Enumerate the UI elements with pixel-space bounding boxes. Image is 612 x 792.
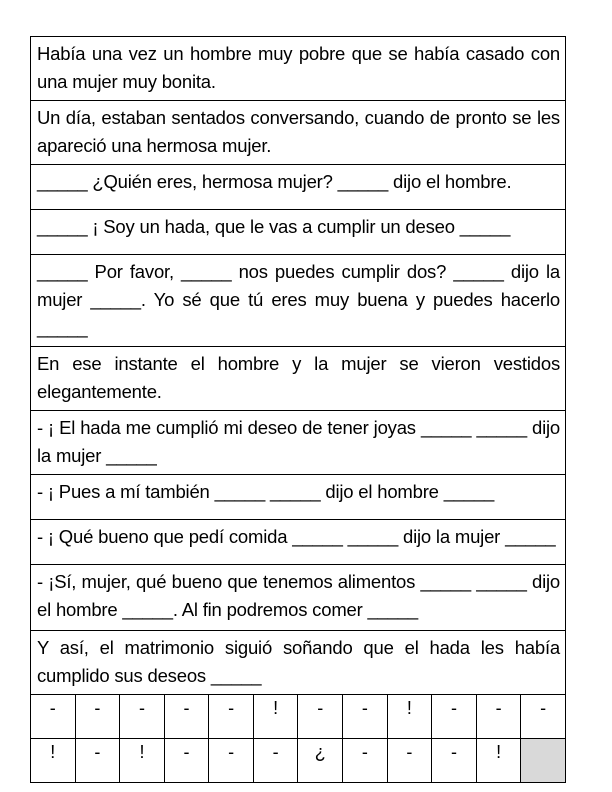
symbol-cell: - [209,695,254,739]
symbol-cell: - [31,695,76,739]
symbol-cell: - [120,695,165,739]
symbol-cell: ! [387,695,432,739]
story-row [31,631,566,695]
symbol-cell: - [476,695,521,739]
symbol-cell: - [343,695,388,739]
story-row [31,347,566,411]
symbol-cell: ¿ [298,739,343,783]
story-cell: Un día, estaban sentados conversando, cuando de pronto se les apareció una hermosa mujer. [31,101,566,165]
story-row [31,520,566,565]
story-row [31,475,566,520]
story-row [31,101,566,165]
story-cell: - ¡ Qué bueno que pedí comida _____ _____ dijo la mujer _____ [31,520,566,565]
symbol-cell: ! [253,695,298,739]
symbol-cell: - [164,695,209,739]
symbol-cell: - [75,739,120,783]
symbol-cell: ! [31,739,76,783]
story-row [31,411,566,475]
symbol-row [31,739,566,783]
symbol-row [31,695,566,739]
story-row [31,210,566,255]
story-row [31,37,566,101]
symbol-cell: - [432,695,477,739]
story-cell: Había una vez un hombre muy pobre que se había casado con una mujer muy bonita. [31,37,566,101]
symbol-cell: - [253,739,298,783]
story-cell: - ¡ El hada me cumplió mi deseo de tener joyas _____ _____ dijo la mujer _____ [31,411,566,475]
symbol-cell: - [432,739,477,783]
story-cell: Y así, el matrimonio siguió soñando que el hada les había cumplido sus deseos _____ [31,631,566,695]
symbol-cell: - [298,695,343,739]
symbol-cell: - [164,739,209,783]
story-row [31,255,566,347]
story-row [31,565,566,631]
shaded-empty-cell [521,739,566,783]
symbol-cell: - [521,695,566,739]
story-cell: En ese instante el hombre y la mujer se vieron vestidos elegantemente. [31,347,566,411]
symbol-cell: - [75,695,120,739]
story-cell: - ¡ Pues a mí también _____ _____ dijo el hombre _____ [31,475,566,520]
story-table [30,36,566,695]
story-cell: - ¡Sí, mujer, qué bueno que tenemos alimentos _____ _____ dijo el hombre _____. Al fin podremos comer _____ [31,565,566,631]
symbol-cell: - [387,739,432,783]
punctuation-grid [30,695,566,783]
symbol-cell: - [343,739,388,783]
story-cell: _____ Por favor, _____ nos puedes cumplir dos? _____ dijo la mujer _____. Yo sé que tú eres muy buena y puedes hacerlo _____ [31,255,566,347]
symbol-cell: ! [476,739,521,783]
worksheet [30,36,566,783]
story-row [31,165,566,210]
symbol-cell: - [209,739,254,783]
story-cell: _____ ¡ Soy un hada, que le vas a cumplir un deseo _____ [31,210,566,255]
symbol-cell: ! [120,739,165,783]
story-cell: _____ ¿Quién eres, hermosa mujer? _____ dijo el hombre. [31,165,566,210]
